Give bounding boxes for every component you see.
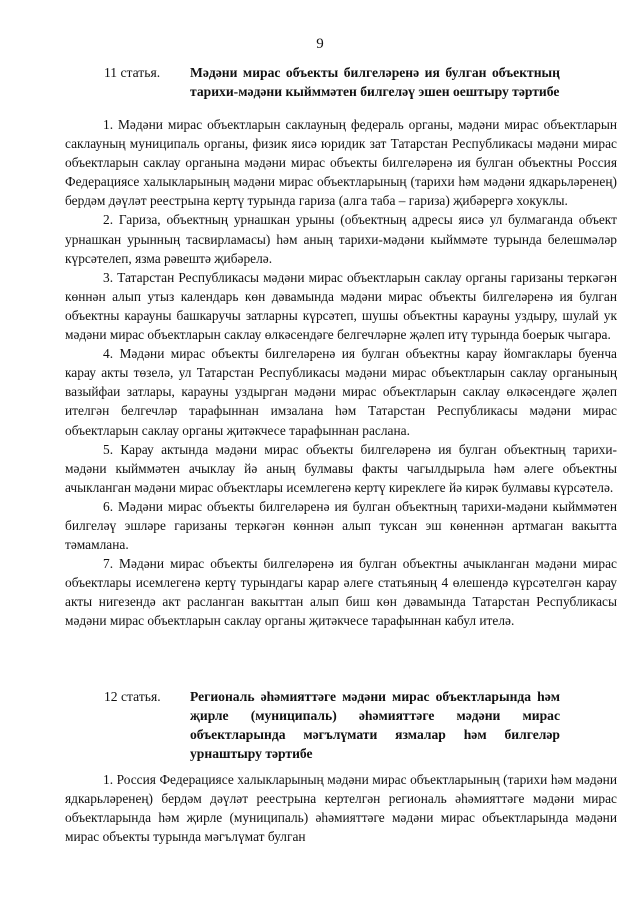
article-11-paragraph-5: 5. Карау актында мәдәни мирас объекты билгеләренә ия булган объектның тарихи-мәдәни кыйммәтен ачыклау йә аның булмавы факты чагылдырыла һәм әлеге объектны ачыкланган мәдәни мирас объектлары исемлегенә кертү киреклеге йә кирәк булмавы күрсәтелә. — [65, 441, 617, 495]
article-12-title: Региональ әһәмияттәге мәдәни мирас объектларында һәм җирле (муниципаль) әһәмияттәге мәдәни мирас объектларында мәгълүмати язмалар һәм билгеләр урнаштыру тәртибе — [190, 689, 560, 761]
article-11-heading — [104, 63, 560, 101]
article-12-label: 12 статья. — [104, 689, 161, 704]
page-number: 9 — [316, 36, 324, 52]
article-11-title: Мәдәни мирас объекты билгеләренә ия булган объектның тарихи-мәдәни кыйммәтен билгеләү эшен оештыру тәртибе — [190, 65, 560, 99]
article-11-paragraph-7: 7. Мәдәни мирас объекты билгеләренә ия булган объектны ачыкланган мәдәни мирас объектлары исемлегенә кертү турындагы карар әлеге статьяның 4 өлешендә күрсәтелгән карау акты нигезендә акт расланган вакыттан алып биш көн дәвамында Татарстан Республикасы мәдәни мирас объектларын саклау органы җитәкчесе тарафыннан кабул ителә. — [65, 556, 617, 629]
article-12-paragraph-1: 1. Россия Федерациясе халыкларының мәдәни мирас объектларының (тарихи һәм мәдәни ядкарьләренең) бердәм дәүләт реестрына кертелгән региональ әһәмияттәге мәдәни мирас объектларында һәм җирле (муниципаль) әһәмияттәге мәдәни мирас объектларында мәдәни мирас объекты турында мәгълүмат булган — [65, 772, 617, 845]
article-11-paragraph-3: 3. Татарстан Республикасы мәдәни мирас объектларын саклау органы гаризаны теркәгән көннән алып утыз календарь көн дәвамында мәдәни мирас объекты билгеләренә ия булган объектны карауны башкаручы затларны күрсәтеп, шушы объектны карауны уздыру, шулай ук мәдәни мирас объектларын саклау өлкәсендәге белгечләрне җәлеп итү турында боерык чыгара. — [65, 269, 617, 343]
article-11-label: 11 статья. — [104, 65, 161, 80]
article-11-paragraph-2: 2. Гариза, объектның урнашкан урыны (объектның адресы яисә ул булмаганда объект урнашкан урынның тасвирламасы) һәм аның тарихи-мәдәни кыйммәте турында белешмәләр күрсәтелеп, язма рәвештә җибәрелә. — [65, 212, 617, 266]
article-12-body — [65, 770, 617, 846]
article-11-paragraph-4: 4. Мәдәни мирас объекты билгеләренә ия булган объектны карау йомгаклары буенча карау акты төзелә, ул Татарстан Республикасы мәдәни мирас объектларын саклау органының вазыйфаи затлары, карауны уздырган мәдәни мирас объектларын саклау өлкәсендәге җәлеп ителгән белгечләр тарафыннан имзалана һәм Татарстан Республикасы мәдәни мирас объектларын саклау органы җитәкчесе тарафыннан раслана. — [65, 346, 617, 438]
article-12-heading — [104, 687, 560, 763]
article-11-body — [65, 115, 617, 631]
article-11-paragraph-1: 1. Мәдәни мирас объектларын саклауның федераль органы, мәдәни мирас объектларын саклауның муниципаль органы, физик яисә юридик зат Татарстан Республикасы мәдәни мирас объектларын саклау органына мәдәни мирас объекты билгеләренә ия булган объектны Россия Федерациясе халыкларының мәдәни мирас объектларының (тарихи һәм мәдәни ядкарьләренең) бердәм дәүләт реестрына кертү турында гариза (алга таба – гариза) җибәрергә хокуклы. — [65, 117, 617, 209]
article-11-paragraph-6: 6. Мәдәни мирас объекты билгеләренә ия булган объектның тарихи-мәдәни кыйммәтен билгеләү эшләре гаризаны теркәгән көннән алып туксан эш көненнән артмаган вакытта тәмамлана. — [65, 498, 617, 553]
